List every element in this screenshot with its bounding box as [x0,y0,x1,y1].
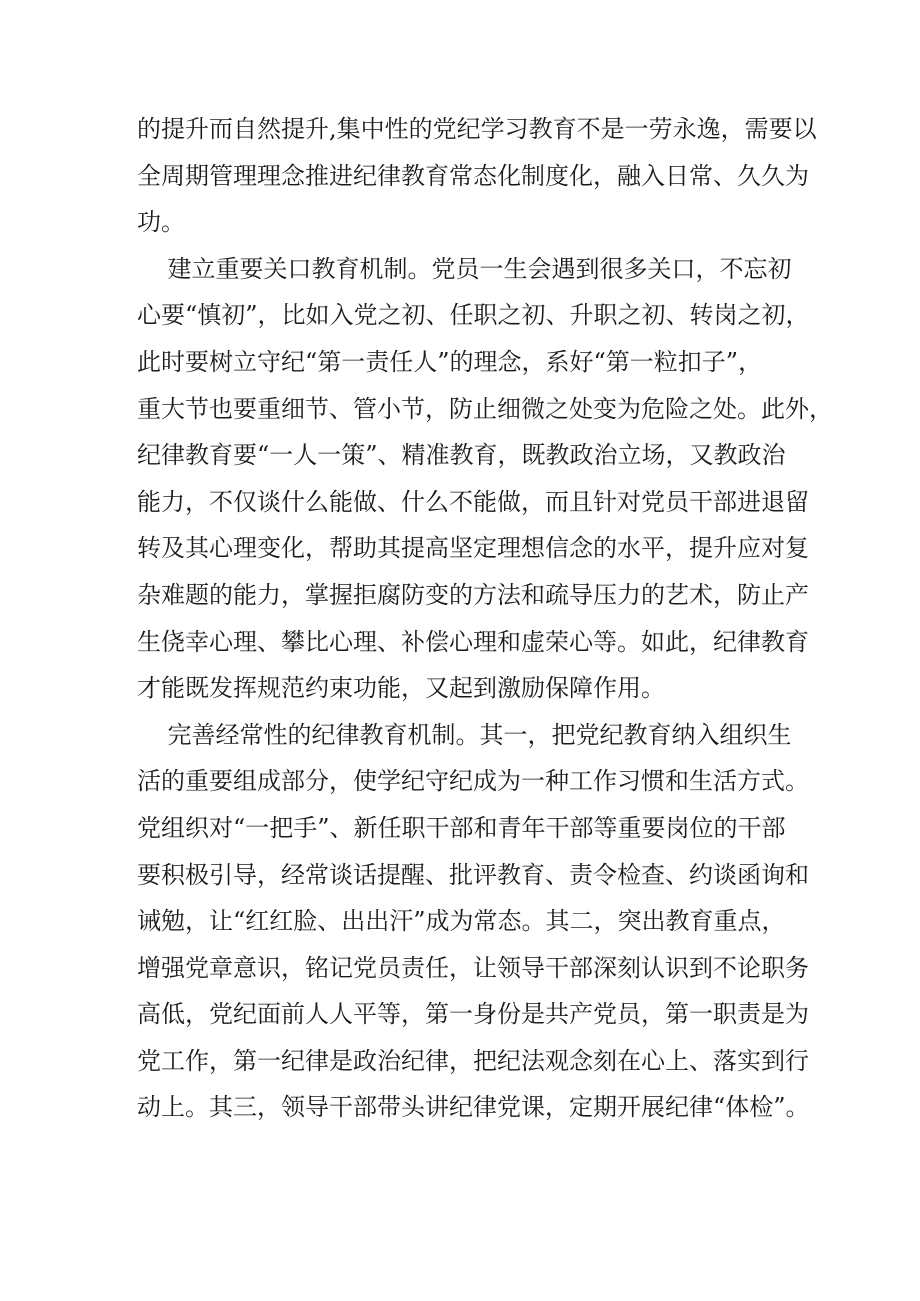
text-line: 活的重要组成部分，使学纪守纪成为一种工作习惯和生活方式。 [137,767,809,796]
text-line: 要积极引导，经常谈话提醒、批评教育、责令检查、约谈函询和 [137,860,809,889]
text-line: 功。 [137,208,185,237]
text-line: 党工作，第一纪律是政治纪律，把纪法观念刻在心上、落实到行 [137,1046,809,1075]
text-line: 才能既发挥规范约束功能，又起到激励保障作用。 [137,674,665,703]
text-line: 党组织对“一把手”、新任职干部和青年干部等重要岗位的干部 [137,813,786,842]
text-line: 高低，党纪面前人人平等，第一身份是共产党员，第一职责是为 [137,1000,809,1029]
text-line: 能力，不仅谈什么能做、什么不能做，而且针对党员干部进退留 [137,487,809,516]
text-line: 动上。其三，领导干部带头讲纪律党课，定期开展纪律“体检”。 [137,1093,810,1122]
text-line: 杂难题的能力，掌握拒腐防变的方法和疏导压力的艺术，防止产 [137,580,809,609]
text-line: 转及其心理变化，帮助其提高坚定理想信念的水平，提升应对复 [137,534,809,563]
text-line: 的提升而自然提升,集中性的党纪学习教育不是一劳永逸，需要以 [137,115,817,143]
text-line: 纪律教育要“一人一策”、精准教育，既教政治立场，又教政治 [137,441,786,470]
text-line: 增强党章意识，铭记党员责任，让领导干部深刻认识到不论职务 [137,953,809,982]
text-line: 完善经常性的纪律教育机制。其一，把党纪教育纳入组织生 [137,720,792,749]
text-line: 此时要树立守纪“第一责任人”的理念，系好“第一粒扣子”， [137,347,763,376]
text-line: 建立重要关口教育机制。党员一生会遇到很多关口，不忘初 [137,254,792,283]
text-line: 心要“慎初”，比如入党之初、任职之初、升职之初、转岗之初， [137,301,810,330]
document-body [137,106,833,1131]
text-line: 全周期管理理念推进纪律教育常态化制度化，融入日常、久久为 [137,161,809,190]
text-line: 生侥幸心理、攀比心理、补偿心理和虚荣心等。如此，纪律教育 [137,627,809,656]
text-line: 诫勉，让“红红脸、出出汗”成为常态。其二，突出教育重点， [137,907,786,936]
text-line: 重大节也要重细节、管小节，防止细微之处变为危险之处。此外， [137,394,833,423]
